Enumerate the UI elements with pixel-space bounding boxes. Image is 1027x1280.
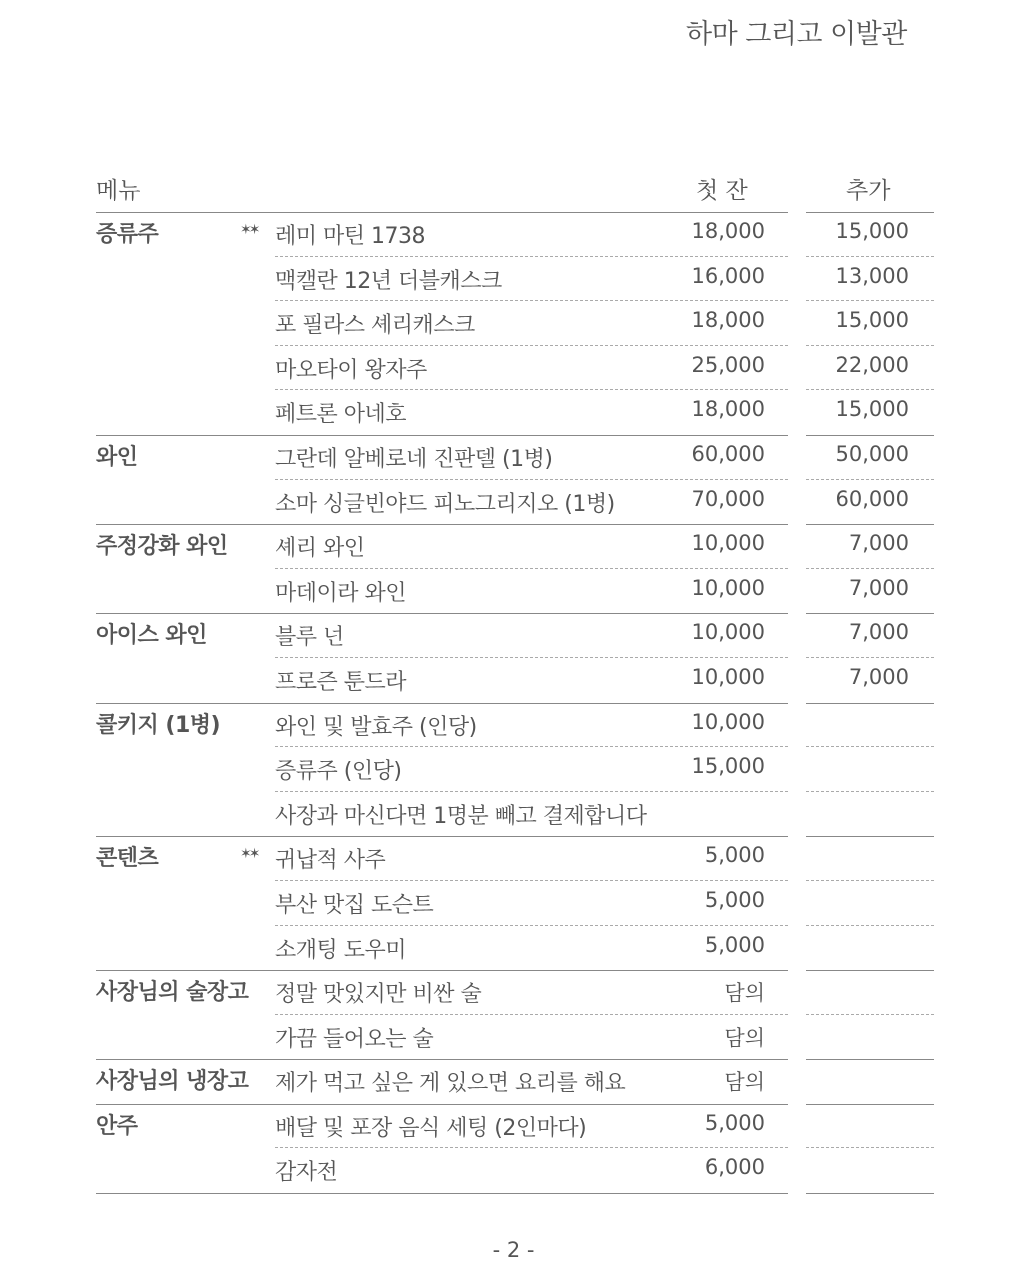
section-divider-extra (806, 1193, 934, 1194)
menu-item-row (0, 1104, 1027, 1149)
header-first-glass-label: 첫 잔 (696, 178, 748, 204)
menu-item-row (0, 435, 1027, 480)
sparkle-icon: ✶✶ (240, 846, 258, 863)
menu-item-row (0, 881, 1027, 926)
item-extra-price: 22,000 (835, 352, 909, 377)
item-name: 페트론 아네호 (275, 402, 407, 428)
item-name: 정말 맛있지만 비싼 술 (275, 982, 482, 1008)
menu-item-row (0, 1059, 1027, 1104)
item-name: 그란데 알베로네 진판델 (1병) (275, 446, 553, 472)
section-category: 증류주 (96, 222, 159, 247)
item-name: 감자전 (275, 1160, 338, 1186)
item-extra-price: 60,000 (835, 486, 909, 511)
menu-item-row (0, 569, 1027, 614)
section-divider-main (96, 1193, 788, 1194)
section-category: 사장님의 냉장고 (96, 1069, 249, 1095)
item-first-price: 16,000 (691, 263, 765, 288)
menu-section (0, 1104, 1027, 1193)
menu-header (0, 170, 1027, 210)
menu-item-row (0, 257, 1027, 302)
section-category: 콘텐츠 (96, 846, 159, 872)
menu-item-row (0, 613, 1027, 658)
item-first-price: 담의 (724, 1070, 765, 1095)
item-first-price: 10,000 (691, 664, 765, 689)
section-category: 콜키지 (1병) (96, 712, 221, 738)
menu-item-row (0, 658, 1027, 703)
item-name: 사장과 마신다면 1명분 빼고 결제합니다 (275, 803, 647, 829)
item-name: 귀납적 사주 (275, 848, 386, 874)
item-extra-price: 50,000 (835, 441, 909, 466)
menu-item-row (0, 390, 1027, 435)
menu-section (0, 524, 1027, 613)
item-first-price: 5,000 (704, 932, 765, 957)
menu-item-row (0, 703, 1027, 748)
menu-item-row (0, 1148, 1027, 1193)
item-first-price: 18,000 (691, 219, 765, 243)
section-category: 아이스 와인 (96, 623, 207, 649)
menu-section (0, 435, 1027, 524)
item-name: 소개팅 도우미 (275, 937, 407, 963)
item-first-price: 10,000 (691, 575, 765, 600)
item-first-price: 70,000 (691, 486, 765, 511)
item-first-price: 담의 (724, 1025, 765, 1050)
item-first-price: 10,000 (691, 620, 765, 645)
menu-item-row (0, 926, 1027, 971)
item-first-price: 25,000 (691, 352, 765, 377)
section-category: 주정강화 와인 (96, 534, 228, 560)
item-name: 레미 마틴 1738 (275, 224, 425, 249)
item-name: 프로즌 툰드라 (275, 669, 407, 695)
item-first-price: 18,000 (691, 308, 765, 333)
sparkle-icon: ✶✶ (240, 222, 258, 238)
item-first-price: 60,000 (691, 441, 765, 466)
item-extra-price: 7,000 (848, 531, 909, 556)
item-first-price: 담의 (724, 981, 765, 1006)
item-name: 배달 및 포장 음식 세팅 (2인마다) (275, 1115, 587, 1141)
menu-item-row (0, 747, 1027, 792)
menu-section (0, 613, 1027, 702)
menu-item-row (0, 970, 1027, 1015)
menu-item-row (0, 480, 1027, 525)
section-category: 와인 (96, 444, 138, 470)
item-name: 블루 넌 (275, 625, 344, 651)
item-name: 제가 먹고 싶은 게 있으면 요리를 해요 (275, 1071, 626, 1097)
header-menu-label: 메뉴 (96, 178, 141, 204)
menu-section (0, 1059, 1027, 1104)
item-extra-price: 7,000 (848, 620, 909, 645)
item-name: 부산 맛집 도슨트 (275, 892, 434, 918)
item-name: 소마 싱글빈야드 피노그리지오 (1병) (275, 491, 615, 517)
item-first-price: 10,000 (691, 531, 765, 556)
item-name: 와인 및 발효주 (인당) (275, 714, 477, 740)
item-first-price: 15,000 (691, 754, 765, 779)
section-category: 사장님의 술장고 (96, 980, 249, 1006)
item-extra-price: 13,000 (835, 263, 909, 288)
menu-table (0, 212, 1027, 1193)
menu-item-row (0, 212, 1027, 257)
header-extra-label: 추가 (846, 178, 891, 204)
item-name: 셰리 와인 (275, 536, 365, 562)
item-extra-price: 7,000 (848, 575, 909, 600)
menu-item-row (0, 1015, 1027, 1060)
menu-section (0, 703, 1027, 837)
menu-section (0, 836, 1027, 970)
item-extra-price: 15,000 (835, 219, 909, 243)
menu-section (0, 212, 1027, 435)
restaurant-title: 하마 그리고 이발관 (686, 19, 907, 50)
menu-item-row (0, 792, 1027, 837)
item-first-price: 18,000 (691, 397, 765, 422)
menu-item-row (0, 524, 1027, 569)
item-name: 가끔 들어오는 술 (275, 1026, 434, 1052)
menu-item-row (0, 836, 1027, 881)
item-extra-price: 7,000 (848, 664, 909, 689)
item-first-price: 6,000 (704, 1155, 765, 1180)
menu-section (0, 970, 1027, 1059)
item-name: 포 필라스 셰리캐스크 (275, 313, 475, 339)
item-first-price: 5,000 (704, 887, 765, 912)
page-number: - 2 - (492, 1238, 535, 1262)
item-first-price: 5,000 (704, 843, 765, 868)
item-first-price: 5,000 (704, 1110, 765, 1135)
section-category: 안주 (96, 1113, 138, 1139)
menu-item-row (0, 346, 1027, 391)
item-extra-price: 15,000 (835, 397, 909, 422)
item-name: 마데이라 와인 (275, 580, 407, 606)
item-name: 증류주 (인당) (275, 759, 402, 785)
menu-item-row (0, 301, 1027, 346)
item-extra-price: 15,000 (835, 308, 909, 333)
item-name: 맥캘란 12년 더블캐스크 (275, 268, 502, 294)
item-first-price: 10,000 (691, 709, 765, 734)
item-name: 마오타이 왕자주 (275, 357, 427, 383)
